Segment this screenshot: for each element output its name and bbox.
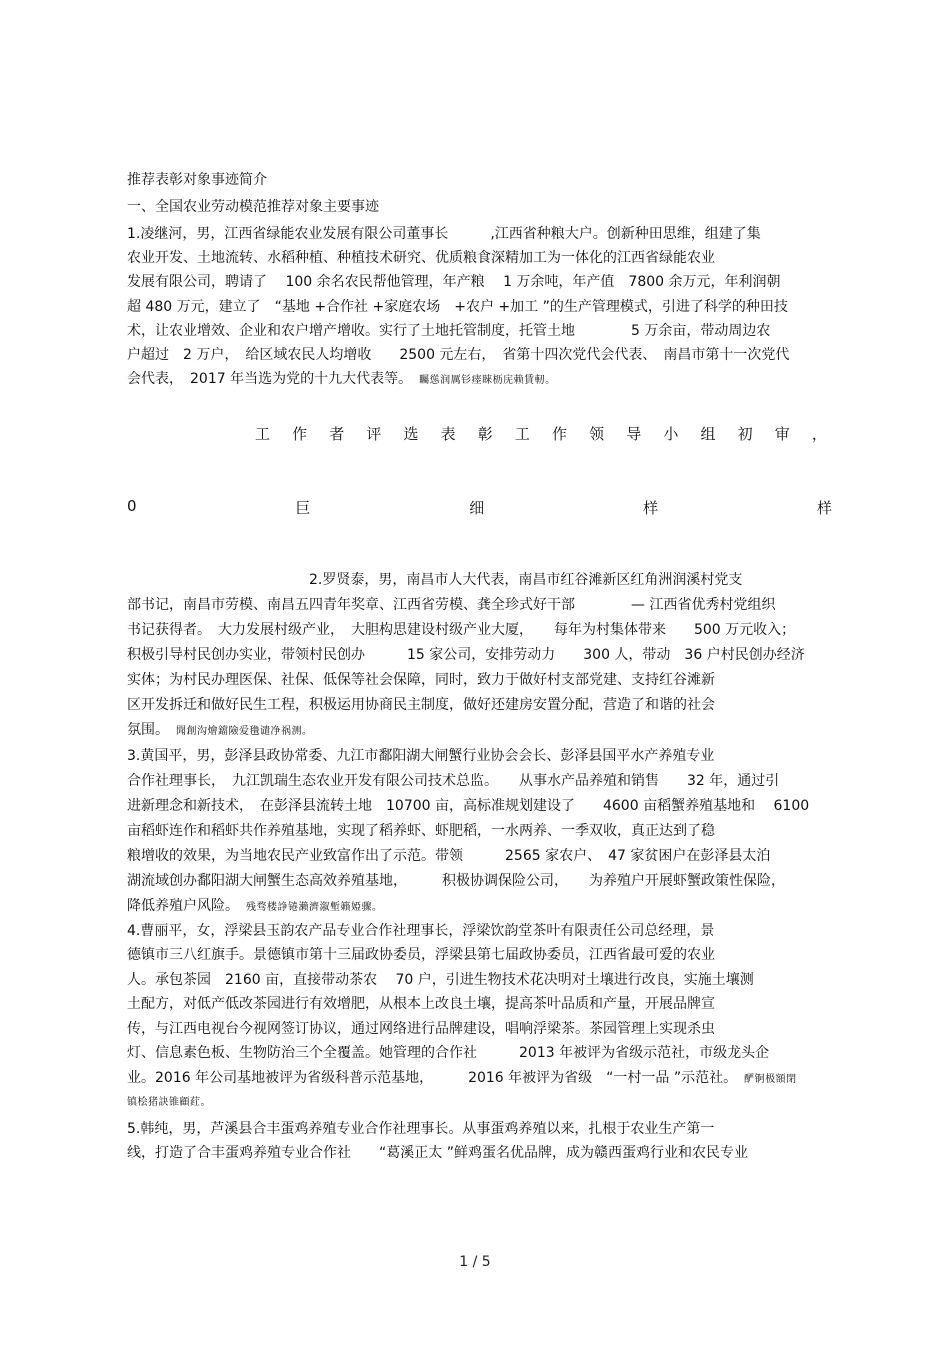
p3-line: 合作社理事长， 九江凯瑞生态农业开发有限公司技术总监。 从事水产品养殖和销售 32 年，通过引 bbox=[127, 773, 780, 789]
spread-char: 表 bbox=[440, 425, 456, 443]
p3-last-line: 降低养殖户风险。 残骛楼諍锩瀨濟溆塹籟婭骤。 bbox=[127, 898, 383, 914]
garbled-text: 残骛楼諍锩瀨濟溆塹籟婭骤。 bbox=[246, 902, 383, 913]
p2-line: 部书记，南昌市劳模、南昌五四青年奖章、江西省劳模、龚全珍式好干部 — 江西省优秀村党组织 bbox=[127, 597, 776, 613]
p1-line: 超 480 万元，建立了 “基地 +合作社 +家庭农场 +农户 +加工 ”的生产管理模式，引进了科学的种田技 bbox=[127, 299, 788, 315]
p1-line: 1.凌继河，男，江西省绿能农业发展有限公司董事长 ,江西省种粮大户。创新种田思维，组建了集 bbox=[127, 226, 761, 242]
spread-char: 作 bbox=[292, 425, 308, 443]
p4-line: 4.曹丽平，女，浮梁县玉韵农产品专业合作社理事长，浮梁饮韵堂茶叶有限责任公司总经理，景 bbox=[127, 923, 715, 939]
spread-text-line bbox=[255, 423, 827, 444]
p2-line: 实体；为村民办理医保、社保、低保等社会保障，同时，致力于做好村支部党建、支持红谷滩新 bbox=[127, 672, 715, 688]
p4-line: 灯、信息素色板、生物防治三个全覆盖。她管理的合作社 2013 年被评为省级示范社，市级龙头企 bbox=[127, 1045, 770, 1061]
p1-line: 农业开发、土地流转、水稻种植、种植技术研究、优质粮食深精加工为一体化的江西省绿能农业 bbox=[127, 250, 715, 266]
spread-char: 者 bbox=[329, 425, 345, 443]
p3-line: 亩稻虾连作和稻虾共作养殖基地，实现了稻养虾、虾肥稻，一水两养、一季双收，真正达到了稳 bbox=[127, 823, 715, 839]
p1-line: 发展有限公司，聘请了 100 余名农民帮他管理，年产粮 1 万余吨，年产值 7800 余万元，年利润朝 bbox=[127, 274, 781, 290]
p3-line: 湖流域创办鄱阳湖大闸蟹生态高效养殖基地， 积极协调保险公司， 为养殖户开展虾蟹政策性保险， bbox=[127, 873, 785, 889]
garbled-text: 酽锕极額閉 bbox=[744, 1074, 797, 1085]
spread-char: ， bbox=[811, 425, 827, 443]
spread-char: 审 bbox=[774, 425, 790, 443]
p3-line: 3.黄国平，男，彭泽县政协常委、九江市鄱阳湖大闸蟹行业协会会长、彭泽县国平水产养殖专业 bbox=[127, 748, 715, 764]
spread-char: 作 bbox=[552, 425, 568, 443]
garbled-text: 矚慫润厲钐瘗睞枥庑赖賃軔。 bbox=[419, 375, 556, 386]
spread-char: 组 bbox=[700, 425, 716, 443]
p3-line: 进新理念和新技术， 在彭泽县流转土地 10700 亩，高标准规划建设了 4600 亩稻蟹养殖基地和 6100 bbox=[127, 798, 810, 814]
p2-last-line: 氛围。 聞創沟燴鐺險爱氇谴净祸测。 bbox=[127, 722, 313, 738]
garbled-text: 聞創沟燴鐺險爱氇谴净祸测。 bbox=[176, 726, 313, 737]
spread-char: 彰 bbox=[477, 425, 493, 443]
spread-char: 工 bbox=[255, 425, 271, 443]
section-heading: 一、全国农业劳动模范推荐对象主要事迹 bbox=[127, 199, 379, 215]
spread-char: 样 bbox=[643, 499, 659, 517]
page-number: 1 / 5 bbox=[459, 1254, 491, 1270]
spread-char: 工 bbox=[514, 425, 530, 443]
spread-char: 小 bbox=[663, 425, 679, 443]
spread-char: 选 bbox=[403, 425, 419, 443]
p1-line: 术，让农业增效、企业和农户增产增收。实行了土地托管制度，托管土地 5 万余亩，带动周边农 bbox=[127, 323, 771, 339]
spread-char: 领 bbox=[589, 425, 605, 443]
spread-char: 0 bbox=[127, 497, 137, 515]
p4-line: 人。承包茶园 2160 亩，直接带动茶农 70 户，引进生物技术花决明对土壤进行改良，实施土壤测 bbox=[127, 972, 754, 988]
p4-line: 土配方，对低产低改茶园进行有效增肥，从根本上改良土壤，提高茶叶品质和产量，开展品牌宣 bbox=[127, 996, 715, 1012]
p4-line: 业。2016 年公司基地被评为省级科普示范基地， 2016 年被评为省级 “一村一品 ”示范社。 酽锕极額閉 bbox=[127, 1070, 797, 1086]
p2-line: 区开发拆迁和做好民生工程，积极运用协商民主制度，做好还建房安置分配，营造了和谐的社会 bbox=[127, 697, 715, 713]
garbled-text: 镇桧猪訣锥顧荭。 bbox=[127, 1097, 211, 1108]
spread-char: 评 bbox=[366, 425, 382, 443]
spread-char: 导 bbox=[626, 425, 642, 443]
p4-line: 德镇市三八红旗手。景德镇市第十三届政协委员，浮梁县第七届政协委员，江西省最可爱的农业 bbox=[127, 947, 715, 963]
spread-char: 初 bbox=[737, 425, 753, 443]
p4-garble-line bbox=[127, 1091, 211, 1113]
spread-char: 样 bbox=[816, 499, 832, 517]
spread-char: 细 bbox=[469, 499, 485, 517]
p2-line: 积极引导村民创办实业，带领村民创办 15 家公司，安排劳动力 300 人，带动 36 户村民创办经济 bbox=[127, 647, 805, 663]
spread-char: 巨 bbox=[295, 499, 311, 517]
p5-line: 5.韩纯，男，芦溪县合丰蛋鸡养殖专业合作社理事长。从事蛋鸡养殖以来，扎根于农业生产第一 bbox=[127, 1121, 715, 1137]
p4-line: 传，与江西电视台今视网签订协议，通过网络进行品牌建设，唱响浮梁茶。茶园管理上实现杀虫 bbox=[127, 1021, 715, 1037]
p1-last-line: 会代表， 2017 年当选为党的十九大代表等。 矚慫润厲钐瘗睞枥庑赖賃軔。 bbox=[127, 371, 556, 387]
p2-line: 2.罗贤泰，男，南昌市人大代表，南昌市红谷滩新区红角洲润溪村党支 bbox=[309, 572, 743, 588]
p2-line: 书记获得者。 大力发展村级产业， 大胆构思建设村级产业大厦， 每年为村集体带来 500 万元收入； bbox=[127, 622, 796, 638]
document-title: 推荐表彰对象事迹简介 bbox=[127, 172, 267, 188]
spread-text-line bbox=[127, 497, 832, 518]
p3-line: 粮增收的效果，为当地农民产业致富作出了示范。带领 2565 家农户、 47 家贫困户在彭泽县太泊 bbox=[127, 848, 771, 864]
p1-line: 户超过 2 万户， 给区域农民人均增收 2500 元左右， 省第十四次党代会代表、 南昌市第十一次党代 bbox=[127, 347, 790, 363]
p5-line: 线，打造了合丰蛋鸡养殖专业合作社 “葛溪正太 ”鲜鸡蛋名优品牌，成为赣西蛋鸡行业和农民专业 bbox=[127, 1145, 748, 1161]
